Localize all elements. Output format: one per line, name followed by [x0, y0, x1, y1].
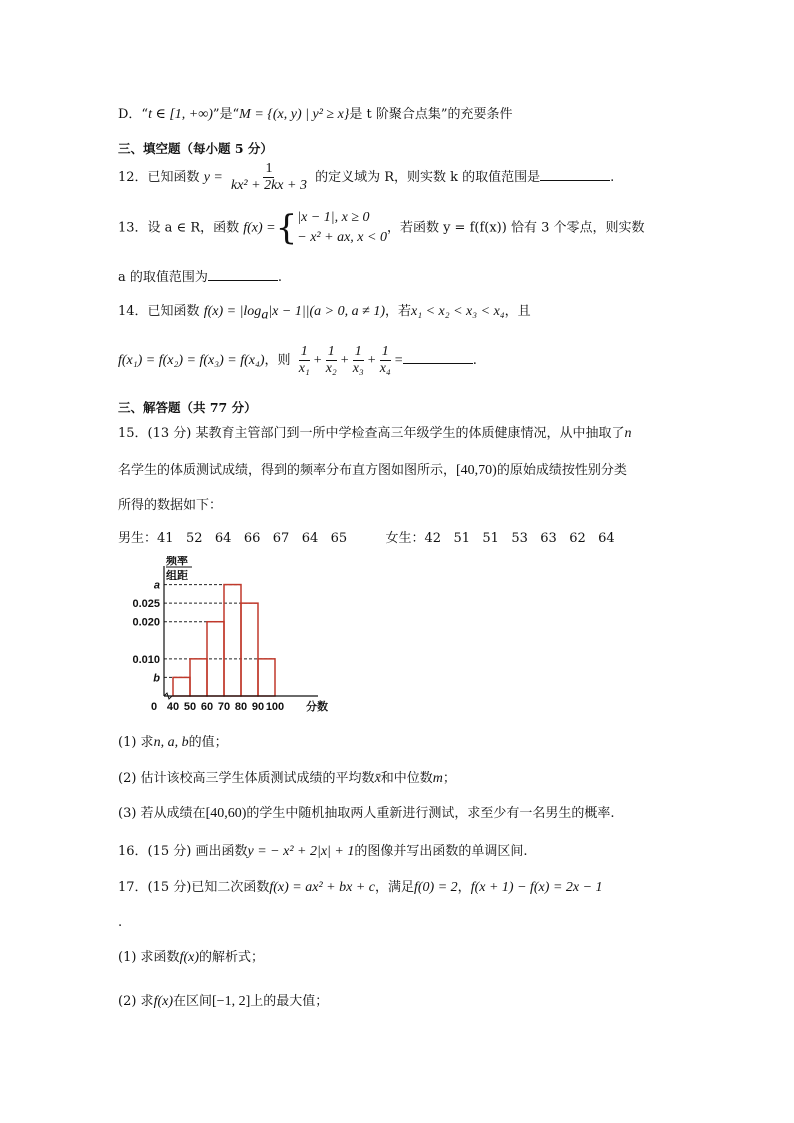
question-14-line2: f(x₁) = f(x₂) = f(x₃) = f(x₄)，则 $\frac{1}{\text{x₁}}$ + $\frac{1}{\text{x₂}}$ + $\frac{1}{\text{x₃}}$ + $\frac{1}{\text{x₄}}$ = . [118, 344, 477, 376]
q17-sub1: (1) 求函数f(x)的解析式； [118, 950, 265, 965]
boys-scores: 41 52 64 66 67 64 65 [157, 531, 348, 546]
y-axis-label-top: 频率 [166, 556, 188, 567]
histogram-bar [224, 585, 241, 696]
x-tick-label: 90 [251, 701, 265, 713]
q15-sub1: (1) 求n, a, b的值； [118, 735, 228, 750]
histogram-bar [258, 659, 275, 696]
left-brace: { [275, 208, 298, 248]
x-tick-label: 70 [217, 701, 231, 713]
question-15-line2: 名学生的体质测试成绩，得到的频率分布直方图如图所示，[40,70)的原始成绩按性别分类 [118, 463, 627, 478]
histogram-bar [190, 659, 207, 696]
q11-condition: t ∈ [1, +∞) [148, 107, 213, 122]
x-tick-label: 60 [200, 701, 214, 713]
question-14: 14．已知函数 $f(x) = |\log_a|x - 1||(a > 0$, a ≠ 1)，若x₁ < x₂ < x₃ < x₄，且 [118, 304, 531, 323]
y-tick-label: b [153, 672, 160, 685]
answer-blank-14[interactable] [403, 351, 473, 364]
y-tick-label: 0.025 [132, 598, 160, 611]
q11-set: M = {(x, y) | y² ≥ x} [239, 107, 350, 122]
question-16: 16．(15 分) 画出函数y = − x² + 2|x| + 1的图像并写出函数的单调区间. [118, 844, 528, 859]
question-13: 13．设 a ∈ R，函数 f(x) ={ |x − 1|, x ≥ 0 − x² + ax, x < 0 ，若函数 y = f(f(x)) 恰有 3 个零点，则实数 [118, 208, 645, 248]
section-fill-in-heading: 三、填空题（每小题 5 分） [118, 141, 273, 156]
origin-label: 0 [150, 701, 158, 713]
answer-blank-12[interactable] [540, 168, 610, 181]
x-tick-label: 40 [166, 701, 180, 713]
x-tick-label: 50 [183, 701, 197, 713]
q17-sub2: (2) 求f(x)在区间[−1, 2]上的最大值； [118, 994, 329, 1009]
piecewise-cases: |x − 1|, x ≥ 0 − x² + ax, x < 0 [297, 210, 387, 245]
answer-blank-13[interactable] [208, 268, 278, 281]
y-tick-label: 0.010 [132, 653, 160, 666]
question-12: 12．已知函数 y = $\frac{1}{\text{kx² + 2kx + 3}}$ 的定义域为 R，则实数 k 的取值范围是 . [118, 161, 615, 193]
frequency-histogram [128, 556, 328, 721]
question-15: 15．(13 分) 某教育主管部门到一所中学检查高三年级学生的体质健康情况，从中抽取了n [118, 426, 632, 441]
histogram-bar [241, 603, 258, 696]
y-tick-label: a [153, 579, 160, 592]
q15-sub2: (2) 估计该校高三学生体质测试成绩的平均数x̄和中位数m； [118, 771, 456, 786]
girls-scores: 42 51 51 53 63 62 64 [424, 531, 615, 546]
gender-data-row: 男生：41 52 64 66 67 64 65 女生：42 51 51 53 63 62 64 [118, 531, 615, 546]
q11-option-d: D．“t ∈ [1, +∞)”是“M = {(x, y) | y² ≥ x}是 t 阶聚合点集”的充要条件 [118, 107, 513, 122]
question-17: 17．(15 分)已知二次函数f(x) = ax² + bx + c，满足f(0) = 2，f(x + 1) − f(x) = 2x − 1 [118, 880, 603, 895]
q12-fraction: $\frac{1}{\text{kx² + 2kx + 3}}$ [231, 161, 307, 193]
section-answer-heading: 三、解答题（共 77 分） [118, 400, 257, 415]
question-13-line2: a 的取值范围为 . [118, 270, 283, 285]
x-axis-label: 分数 [306, 701, 328, 713]
x-tick-label: 100 [265, 701, 285, 713]
q15-sub3: (3) 若从成绩在[40,60)的学生中随机抽取两人重新进行测试，求至少有一名男生的概率. [118, 806, 615, 821]
y-tick-label: 0.020 [132, 616, 160, 629]
question-17-dot: . [118, 915, 123, 930]
question-15-line3: 所得的数据如下： [118, 498, 223, 513]
x-tick-label: 80 [234, 701, 248, 713]
histogram-bar [173, 677, 190, 696]
y-axis-label-bottom: 组距 [166, 570, 188, 582]
